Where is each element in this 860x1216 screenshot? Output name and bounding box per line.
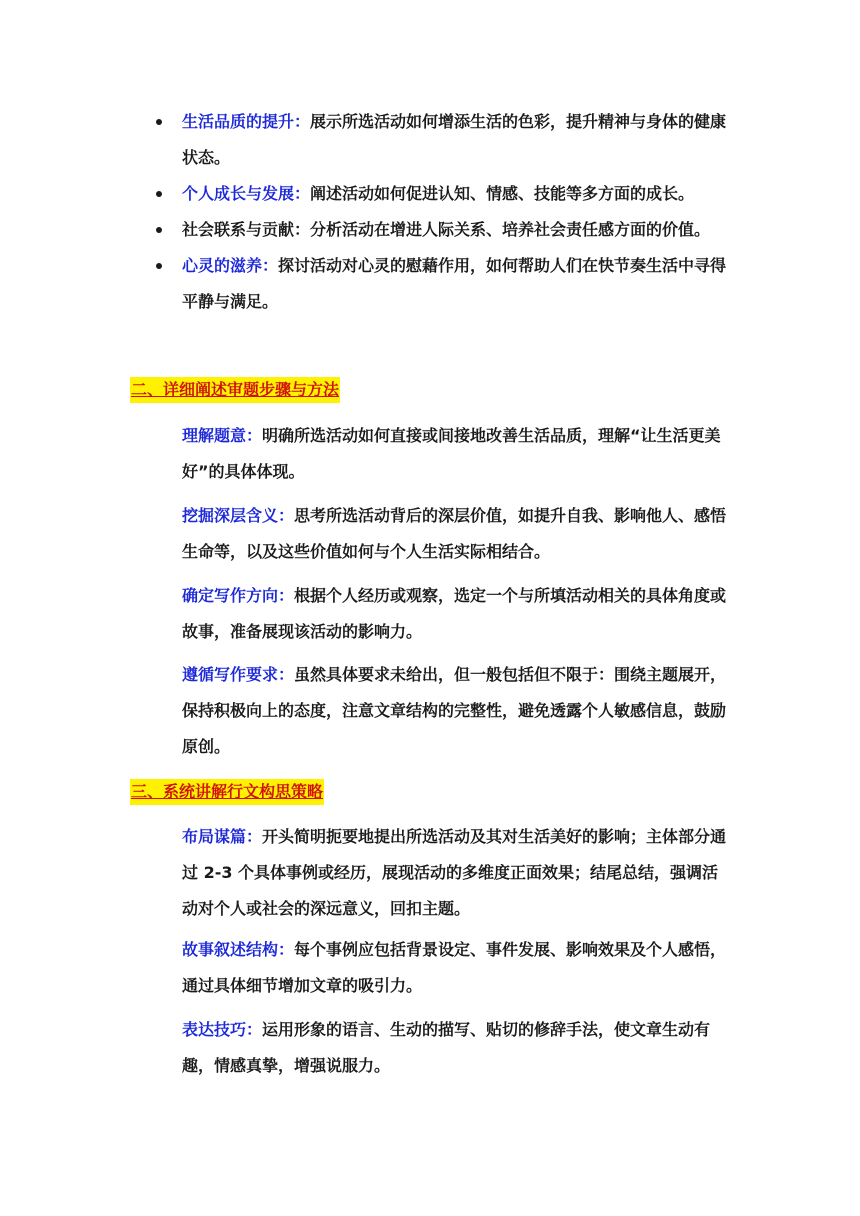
method-paragraph (182, 418, 728, 490)
paragraph-keyword: 遵循写作要求： (182, 665, 295, 684)
paragraph-text: 虽然具体要求未给出，但一般包括但不限于：围绕主题展开，保持积极向上的态度，注意文章结构的完整性，避免透露个人敏感信息，鼓励原创。 (182, 665, 727, 756)
section-heading-3: 三、系统讲解行文构思策略 (130, 779, 324, 805)
strategy-paragraph (182, 1012, 728, 1084)
bullet-item-quality (182, 104, 732, 176)
bullet-keyword: 生活品质的提升： (182, 112, 311, 131)
benefits-bullet-list (182, 104, 732, 320)
bullet-text: 社会联系与贡献：分析活动在增进人际关系、培养社会责任感方面的价值。 (182, 220, 711, 239)
method-paragraph (182, 657, 728, 765)
bullet-item-social (182, 212, 732, 248)
paragraph-keyword: 挖掘深层含义： (182, 506, 295, 525)
section-heading-2: 二、详细阐述审题步骤与方法 (130, 377, 340, 403)
paragraph-keyword: 确定写作方向： (182, 586, 295, 605)
strategy-paragraph (182, 819, 728, 927)
paragraph-keyword: 布局谋篇： (182, 827, 263, 846)
bullet-item-growth (182, 176, 732, 212)
strategy-paragraph (182, 932, 728, 1004)
method-paragraph (182, 578, 728, 650)
bullet-icon (156, 263, 162, 269)
bullet-keyword: 心灵的滋养： (182, 256, 279, 275)
bullet-icon (156, 227, 162, 233)
paragraph-text: 开头简明扼要地提出所选活动及其对生活美好的影响；主体部分通过 2-3 个具体事例或经历，展现活动的多维度正面效果；结尾总结，强调活动对个人或社会的深远意义，回扣主题。 (182, 827, 727, 918)
paragraph-text: 思考所选活动背后的深层价值，如提升自我、影响他人、感悟生命等，以及这些价值如何与个人生活实际相结合。 (182, 506, 727, 561)
paragraph-keyword: 表达技巧： (182, 1020, 263, 1039)
bullet-keyword: 个人成长与发展： (182, 184, 311, 203)
bullet-text: 展示所选活动如何增添生活的色彩，提升精神与身体的健康状态。 (182, 112, 727, 167)
paragraph-text: 每个事例应包括背景设定、事件发展、影响效果及个人感悟，通过具体细节增加文章的吸引力。 (182, 940, 727, 995)
paragraph-text: 根据个人经历或观察，选定一个与所填活动相关的具体角度或故事，准备展现该活动的影响力。 (182, 586, 727, 641)
paragraph-keyword: 故事叙述结构： (182, 940, 295, 959)
bullet-item-soul (182, 248, 732, 320)
bullet-text: 探讨活动对心灵的慰藉作用，如何帮助人们在快节奏生活中寻得平静与满足。 (182, 256, 727, 311)
method-paragraph (182, 498, 728, 570)
paragraph-text: 明确所选活动如何直接或间接地改善生活品质，理解“让生活更美好”的具体体现。 (182, 426, 721, 481)
bullet-icon (156, 119, 162, 125)
bullet-icon (156, 191, 162, 197)
paragraph-text: 运用形象的语言、生动的描写、贴切的修辞手法，使文章生动有趣，情感真挚，增强说服力。 (182, 1020, 711, 1075)
bullet-text: 阐述活动如何促进认知、情感、技能等多方面的成长。 (310, 184, 695, 203)
paragraph-keyword: 理解题意： (182, 426, 263, 445)
